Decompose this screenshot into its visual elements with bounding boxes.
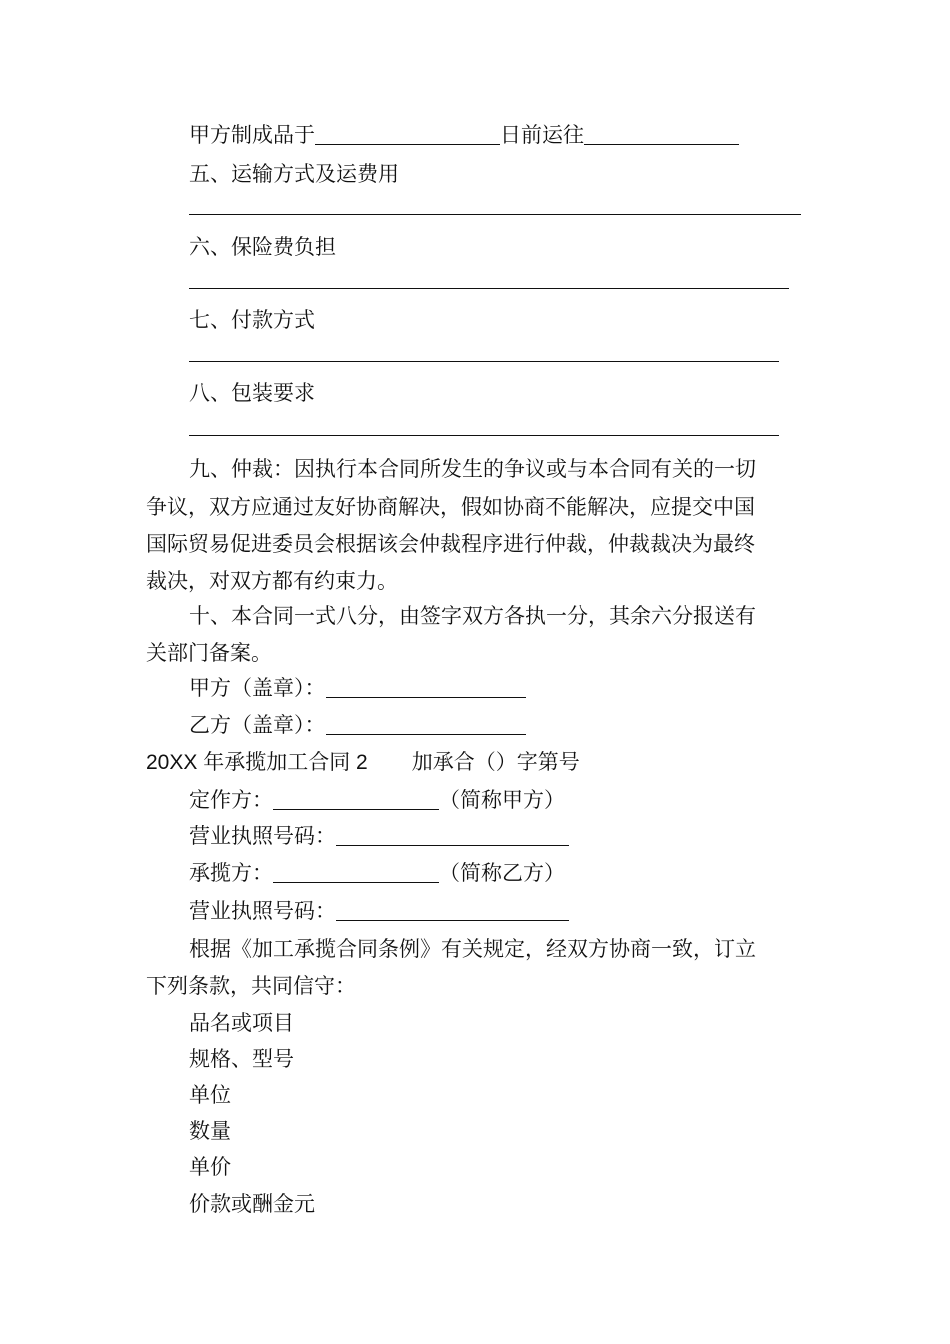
item-unit: 单位: [189, 1083, 231, 1107]
payment-blank-line: [189, 361, 779, 362]
clause-payment: 七、付款方式: [189, 308, 315, 332]
intro-line-2: 下列条款，共同信守：: [146, 974, 356, 998]
item-quantity: 数量: [189, 1119, 231, 1143]
arbitration-line-4: 裁决，对双方都有约束力。: [146, 569, 398, 593]
item-spec: 规格、型号: [189, 1047, 294, 1071]
clause-insurance: 六、保险费负担: [189, 235, 336, 259]
copies-line-2: 关部门备案。: [146, 641, 272, 665]
signature-party-b: [189, 707, 849, 743]
contractor-line: [189, 855, 849, 891]
license-line-1: [189, 818, 849, 854]
license1-label: 营业执照号码：: [189, 824, 336, 848]
intro-line-1: 根据《加工承揽合同条例》有关规定，经双方协商一致，订立: [189, 937, 756, 961]
contractor-note: （简称乙方）: [439, 861, 565, 885]
orderer-label: 定作方：: [189, 788, 273, 812]
clause-packaging: 八、包装要求: [189, 381, 315, 405]
license2-label: 营业执照号码：: [189, 899, 336, 923]
party-b-label: 乙方（盖章）：: [189, 713, 326, 737]
signature-party-a: [189, 670, 849, 706]
arbitration-line-1: 九、仲裁：因执行本合同所发生的争议或与本合同有关的一切: [189, 457, 756, 481]
delivery-destination-blank: [584, 122, 739, 145]
arbitration-line-2: 争议，双方应通过友好协商解决，假如协商不能解决，应提交中国: [146, 495, 755, 519]
arbitration-line-3: 国际贸易促进委员会根据该会仲裁程序进行仲裁，仲裁裁决为最终: [146, 532, 755, 556]
party-a-blank: [326, 675, 526, 698]
license2-blank: [336, 898, 569, 921]
transport-blank-line: [189, 214, 801, 215]
delivery-prefix: 甲方制成品于: [189, 123, 315, 147]
orderer-line: [189, 782, 849, 818]
contract2-title: 20XX 年承揽加工合同 2: [146, 751, 368, 774]
item-amount: 价款或酬金元: [189, 1192, 315, 1216]
contractor-label: 承揽方：: [189, 861, 273, 885]
party-a-label: 甲方（盖章）：: [189, 676, 326, 700]
item-name: 品名或项目: [189, 1011, 294, 1035]
party-b-blank: [326, 712, 526, 735]
orderer-blank: [273, 787, 439, 810]
contractor-blank: [273, 860, 439, 883]
copies-line-1: 十、本合同一式八分，由签字双方各执一分，其余六分报送有: [189, 604, 756, 628]
contract2-number: 加承合（）字第号: [411, 750, 580, 774]
contract2-heading: [146, 744, 806, 781]
item-unit-price: 单价: [189, 1155, 231, 1179]
insurance-blank-line: [189, 288, 789, 289]
license1-blank: [336, 823, 569, 846]
license-line-2: [189, 893, 849, 929]
delivery-mid: 日前运往: [500, 123, 584, 147]
clause-transport: 五、运输方式及运费用: [189, 162, 399, 186]
delivery-line: [189, 117, 849, 153]
packaging-blank-line: [189, 435, 779, 436]
delivery-date-blank: [315, 122, 500, 145]
orderer-note: （简称甲方）: [439, 788, 565, 812]
